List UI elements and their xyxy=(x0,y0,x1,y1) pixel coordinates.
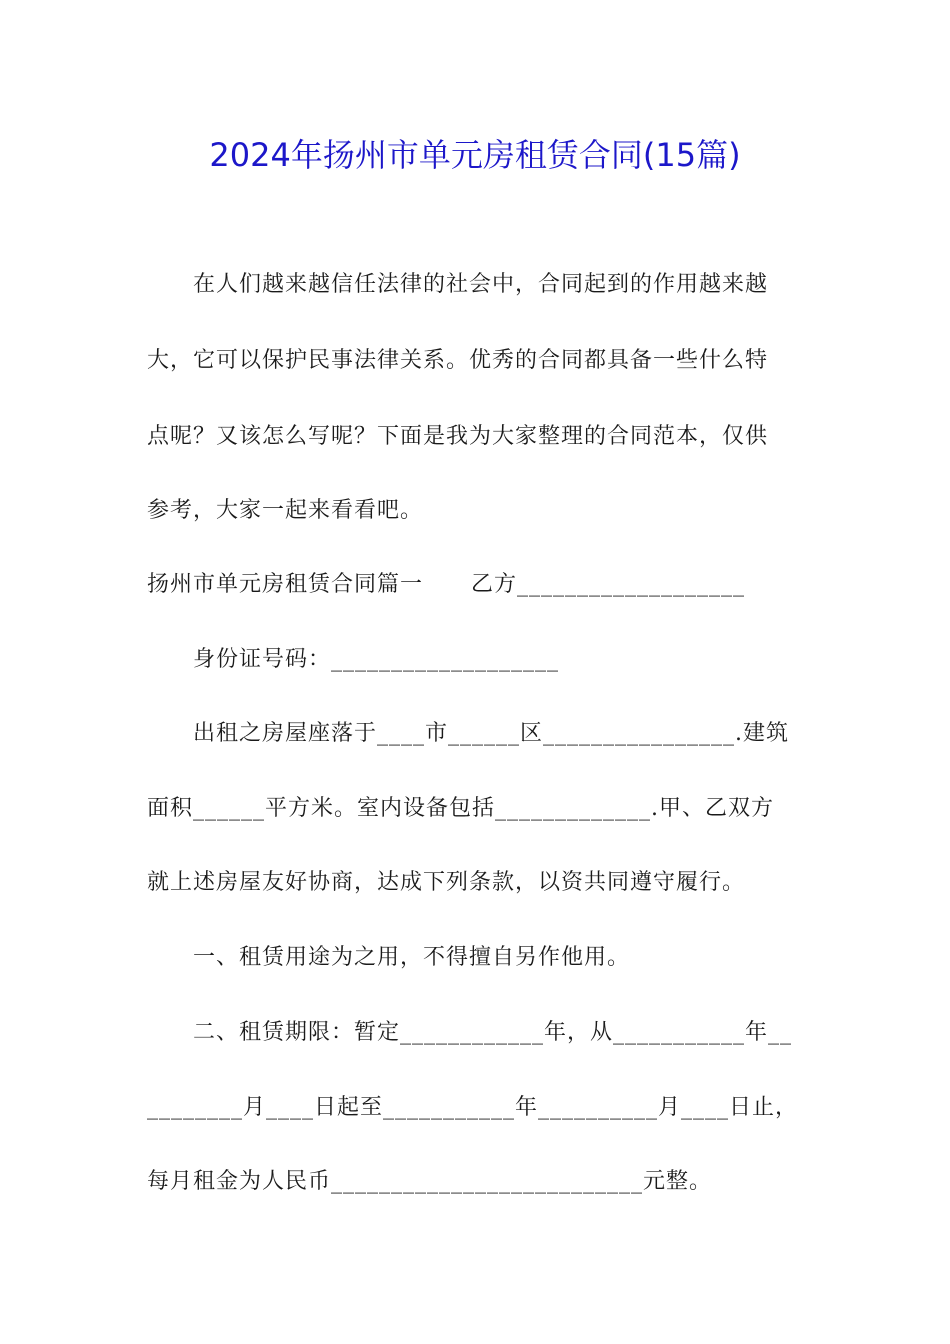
paragraph-line: 一、租赁用途为之用，不得擅自另作他用。 xyxy=(193,945,631,970)
paragraph-line: 参考，大家一起来看看吧。 xyxy=(147,498,424,523)
paragraph-line: 二、租赁期限：暂定____________年，从___________年__ xyxy=(193,1020,793,1045)
paragraph-line: ________月____日起至___________年__________月____日止， xyxy=(147,1095,799,1120)
paragraph-line: 面积______平方米。室内设备包括_____________.甲、乙双方 xyxy=(147,796,774,821)
paragraph-line: 就上述房屋友好协商，达成下列条款，以资共同遵守履行。 xyxy=(147,870,746,895)
section-heading-line: 扬州市单元房租赁合同篇一 乙方___________________ xyxy=(147,572,745,597)
paragraph-line: 大，它可以保护民事法律关系。优秀的合同都具备一些什么特 xyxy=(147,348,769,373)
paragraph-line: 在人们越来越信任法律的社会中，合同起到的作用越来越 xyxy=(193,272,769,297)
paragraph-line: 点呢？又该怎么写呢？下面是我为大家整理的合同范本，仅供 xyxy=(147,424,769,449)
document-title: 2024年扬州市单元房租赁合同(15篇) xyxy=(209,136,741,174)
paragraph-line: 每月租金为人民币__________________________元整。 xyxy=(147,1169,713,1194)
paragraph-line: 出租之房屋座落于____市______区________________.建筑 xyxy=(193,721,789,746)
paragraph-line: 身份证号码：___________________ xyxy=(193,647,560,672)
